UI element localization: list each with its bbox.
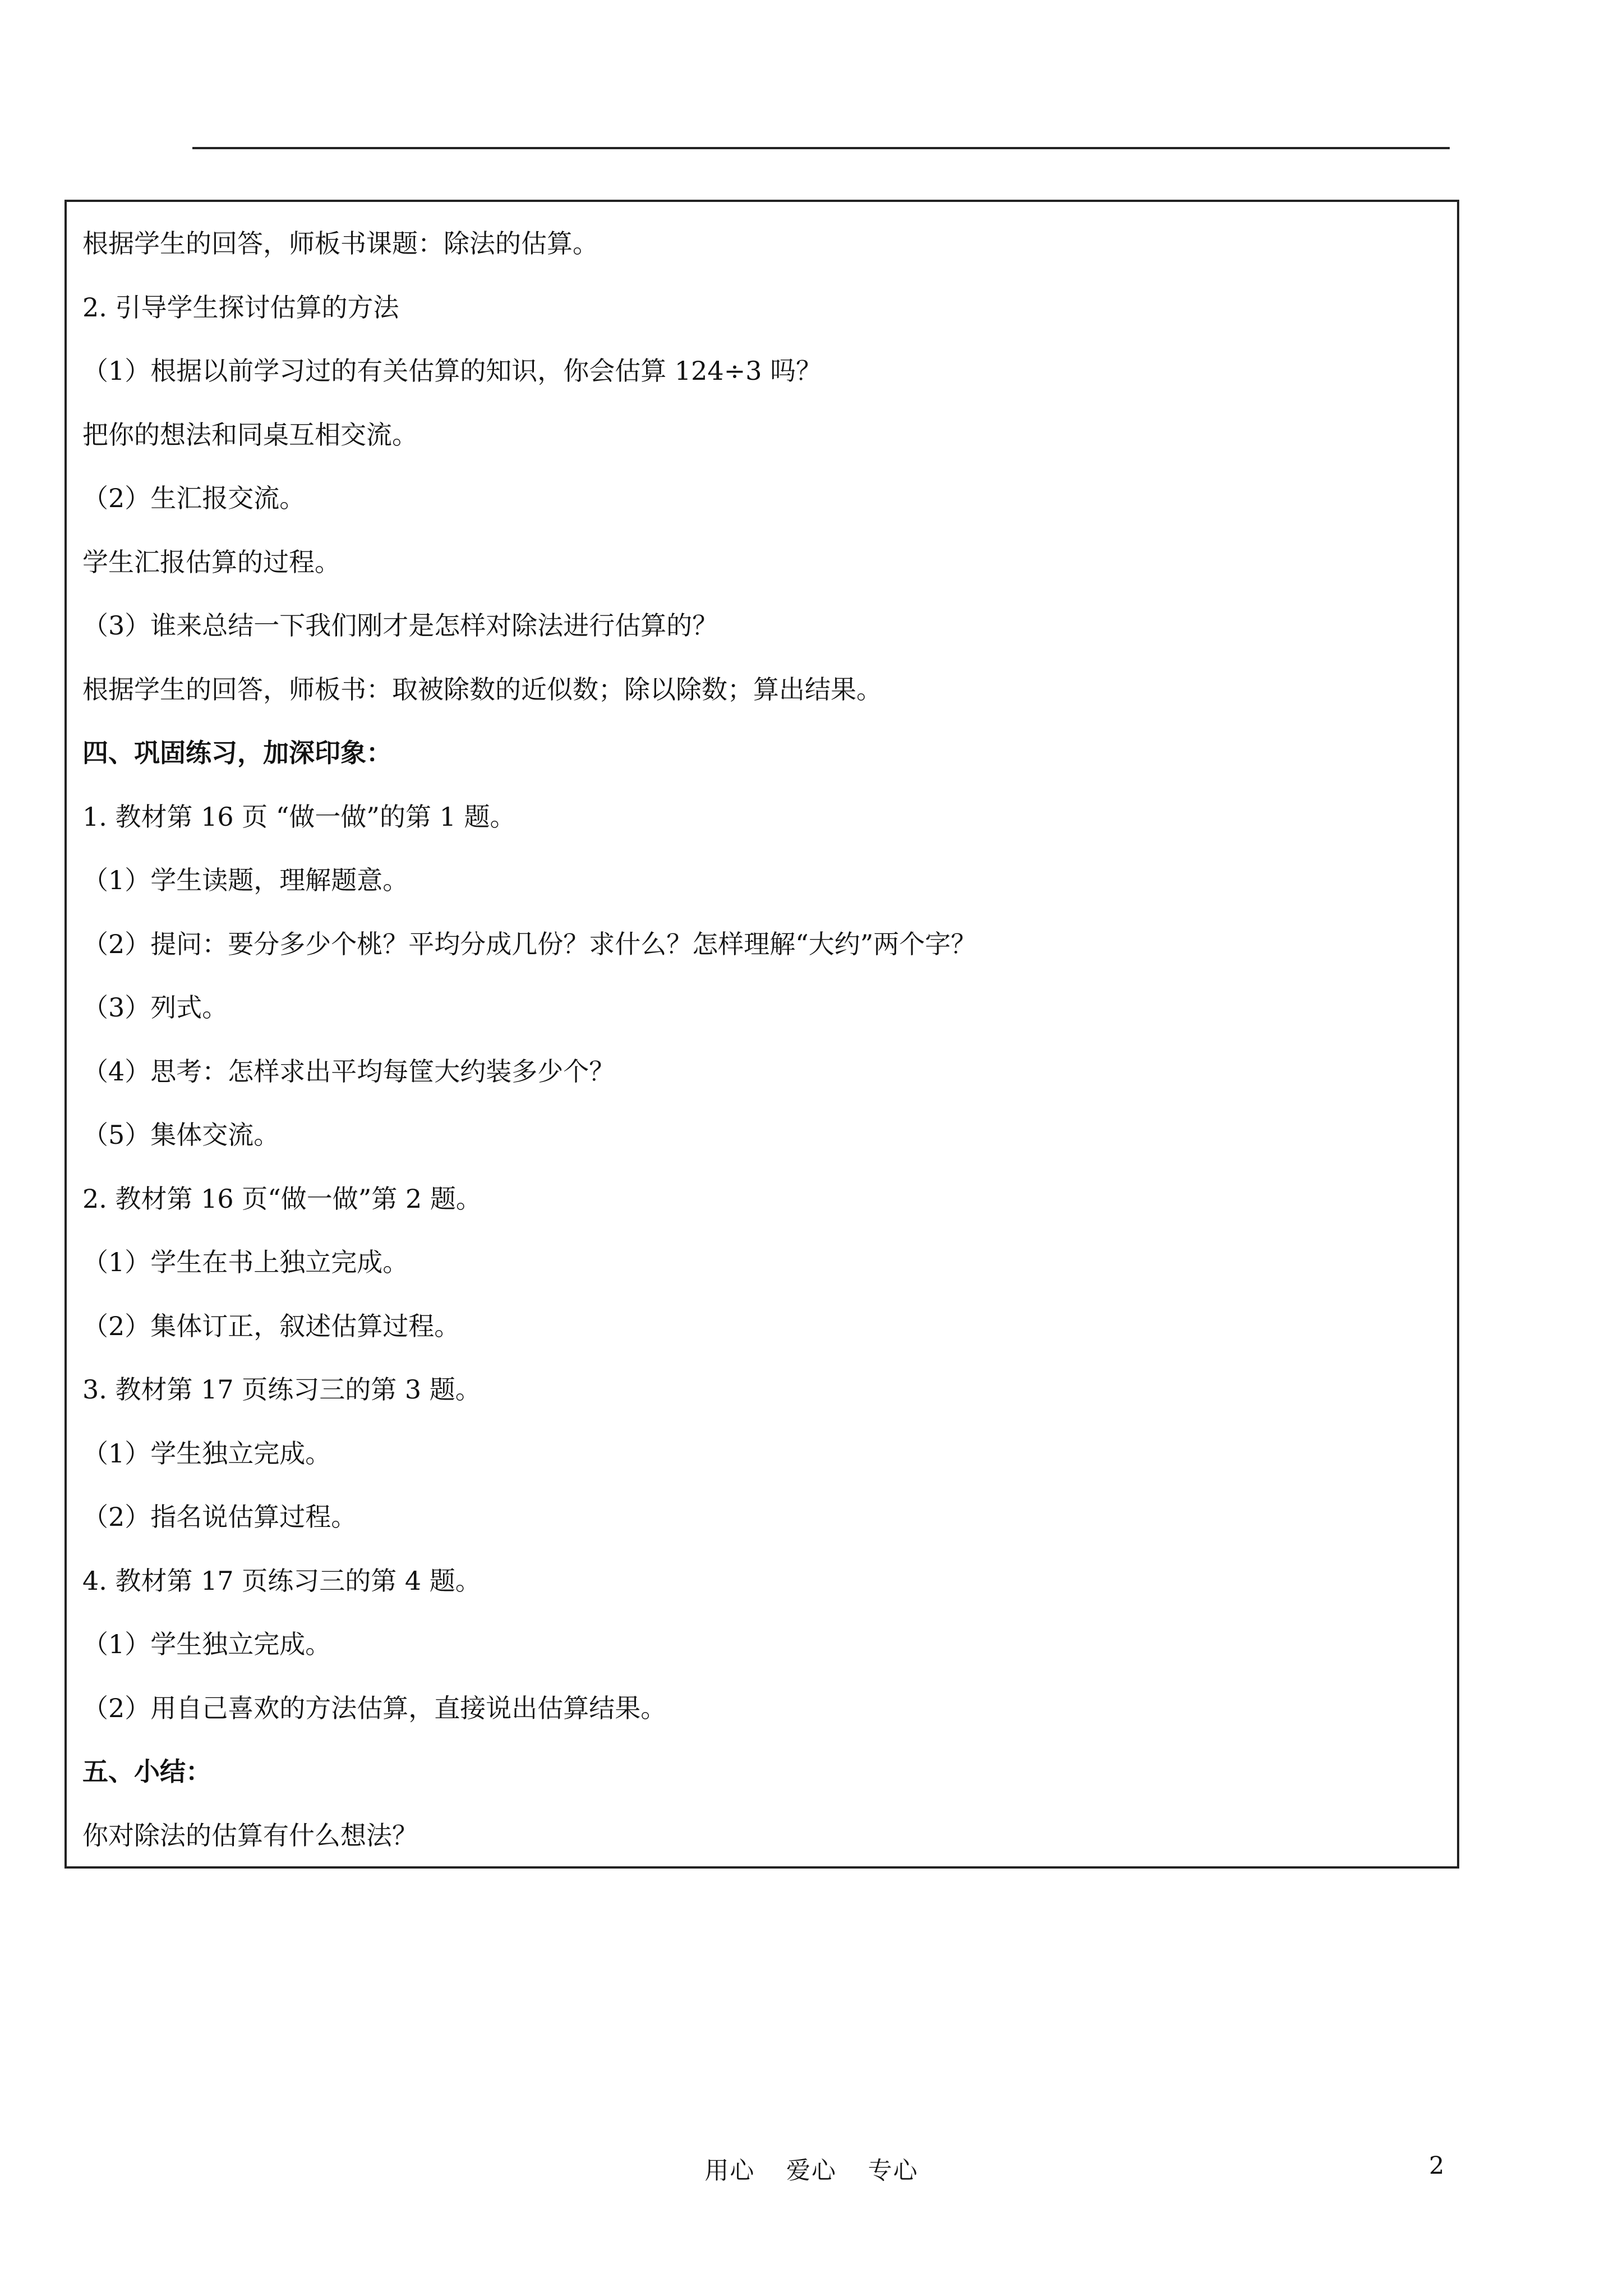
text-line: （1）根据以前学习过的有关估算的知识，你会估算 124÷3 吗？	[82, 356, 822, 386]
text-line: 4. 教材第 17 页练习三的第 4 题。	[82, 1565, 481, 1596]
footer-motto: 用心 爱心 专心	[704, 2157, 919, 2185]
text-line: （2）提问：要分多少个桃？平均分成几份？求什么？怎样理解“大约”两个字？	[82, 928, 977, 959]
lesson-content-box	[64, 200, 1459, 1869]
text-line: 你对除法的估算有什么想法？	[82, 1820, 418, 1851]
text-line: 把你的想法和同桌互相交流。	[82, 419, 418, 450]
text-line: （2）集体订正，叙述估算过程。	[82, 1310, 460, 1341]
text-line: （1）学生在书上独立完成。	[82, 1247, 409, 1277]
text-line: （3）谁来总结一下我们刚才是怎样对除法进行估算的？	[82, 610, 718, 641]
text-line: 3. 教材第 17 页练习三的第 3 题。	[82, 1374, 481, 1405]
section-heading: 四、巩固练习，加深印象：	[82, 738, 392, 768]
text-line: 根据学生的回答，师板书：取被除数的近似数；除以除数；算出结果。	[82, 674, 882, 705]
text-line: 2. 引导学生探讨估算的方法	[82, 292, 399, 323]
text-line: （1）学生独立完成。	[82, 1629, 331, 1659]
section-heading: 五、小结：	[82, 1756, 211, 1787]
text-line: （2）用自己喜欢的方法估算，直接说出估算结果。	[82, 1692, 667, 1723]
text-line: （4）思考：怎样求出平均每筐大约装多少个？	[82, 1056, 615, 1087]
header-rule	[192, 147, 1450, 149]
text-line: 学生汇报估算的过程。	[82, 546, 340, 577]
text-line: （2）指名说估算过程。	[82, 1502, 357, 1532]
text-line: （3）列式。	[82, 992, 228, 1023]
text-line: 根据学生的回答，师板书课题：除法的估算。	[82, 228, 598, 259]
text-line: （1）学生读题，理解题意。	[82, 865, 409, 895]
text-line: （1）学生独立完成。	[82, 1438, 331, 1469]
text-line: 2. 教材第 16 页“做一做”第 2 题。	[82, 1183, 482, 1214]
text-line: 1. 教材第 16 页 “做一做”的第 1 题。	[82, 801, 516, 832]
text-line: （2）生汇报交流。	[82, 483, 306, 513]
page-number: 2	[1429, 2152, 1445, 2180]
lesson-lines	[82, 212, 1441, 1867]
text-line: （5）集体交流。	[82, 1120, 280, 1150]
